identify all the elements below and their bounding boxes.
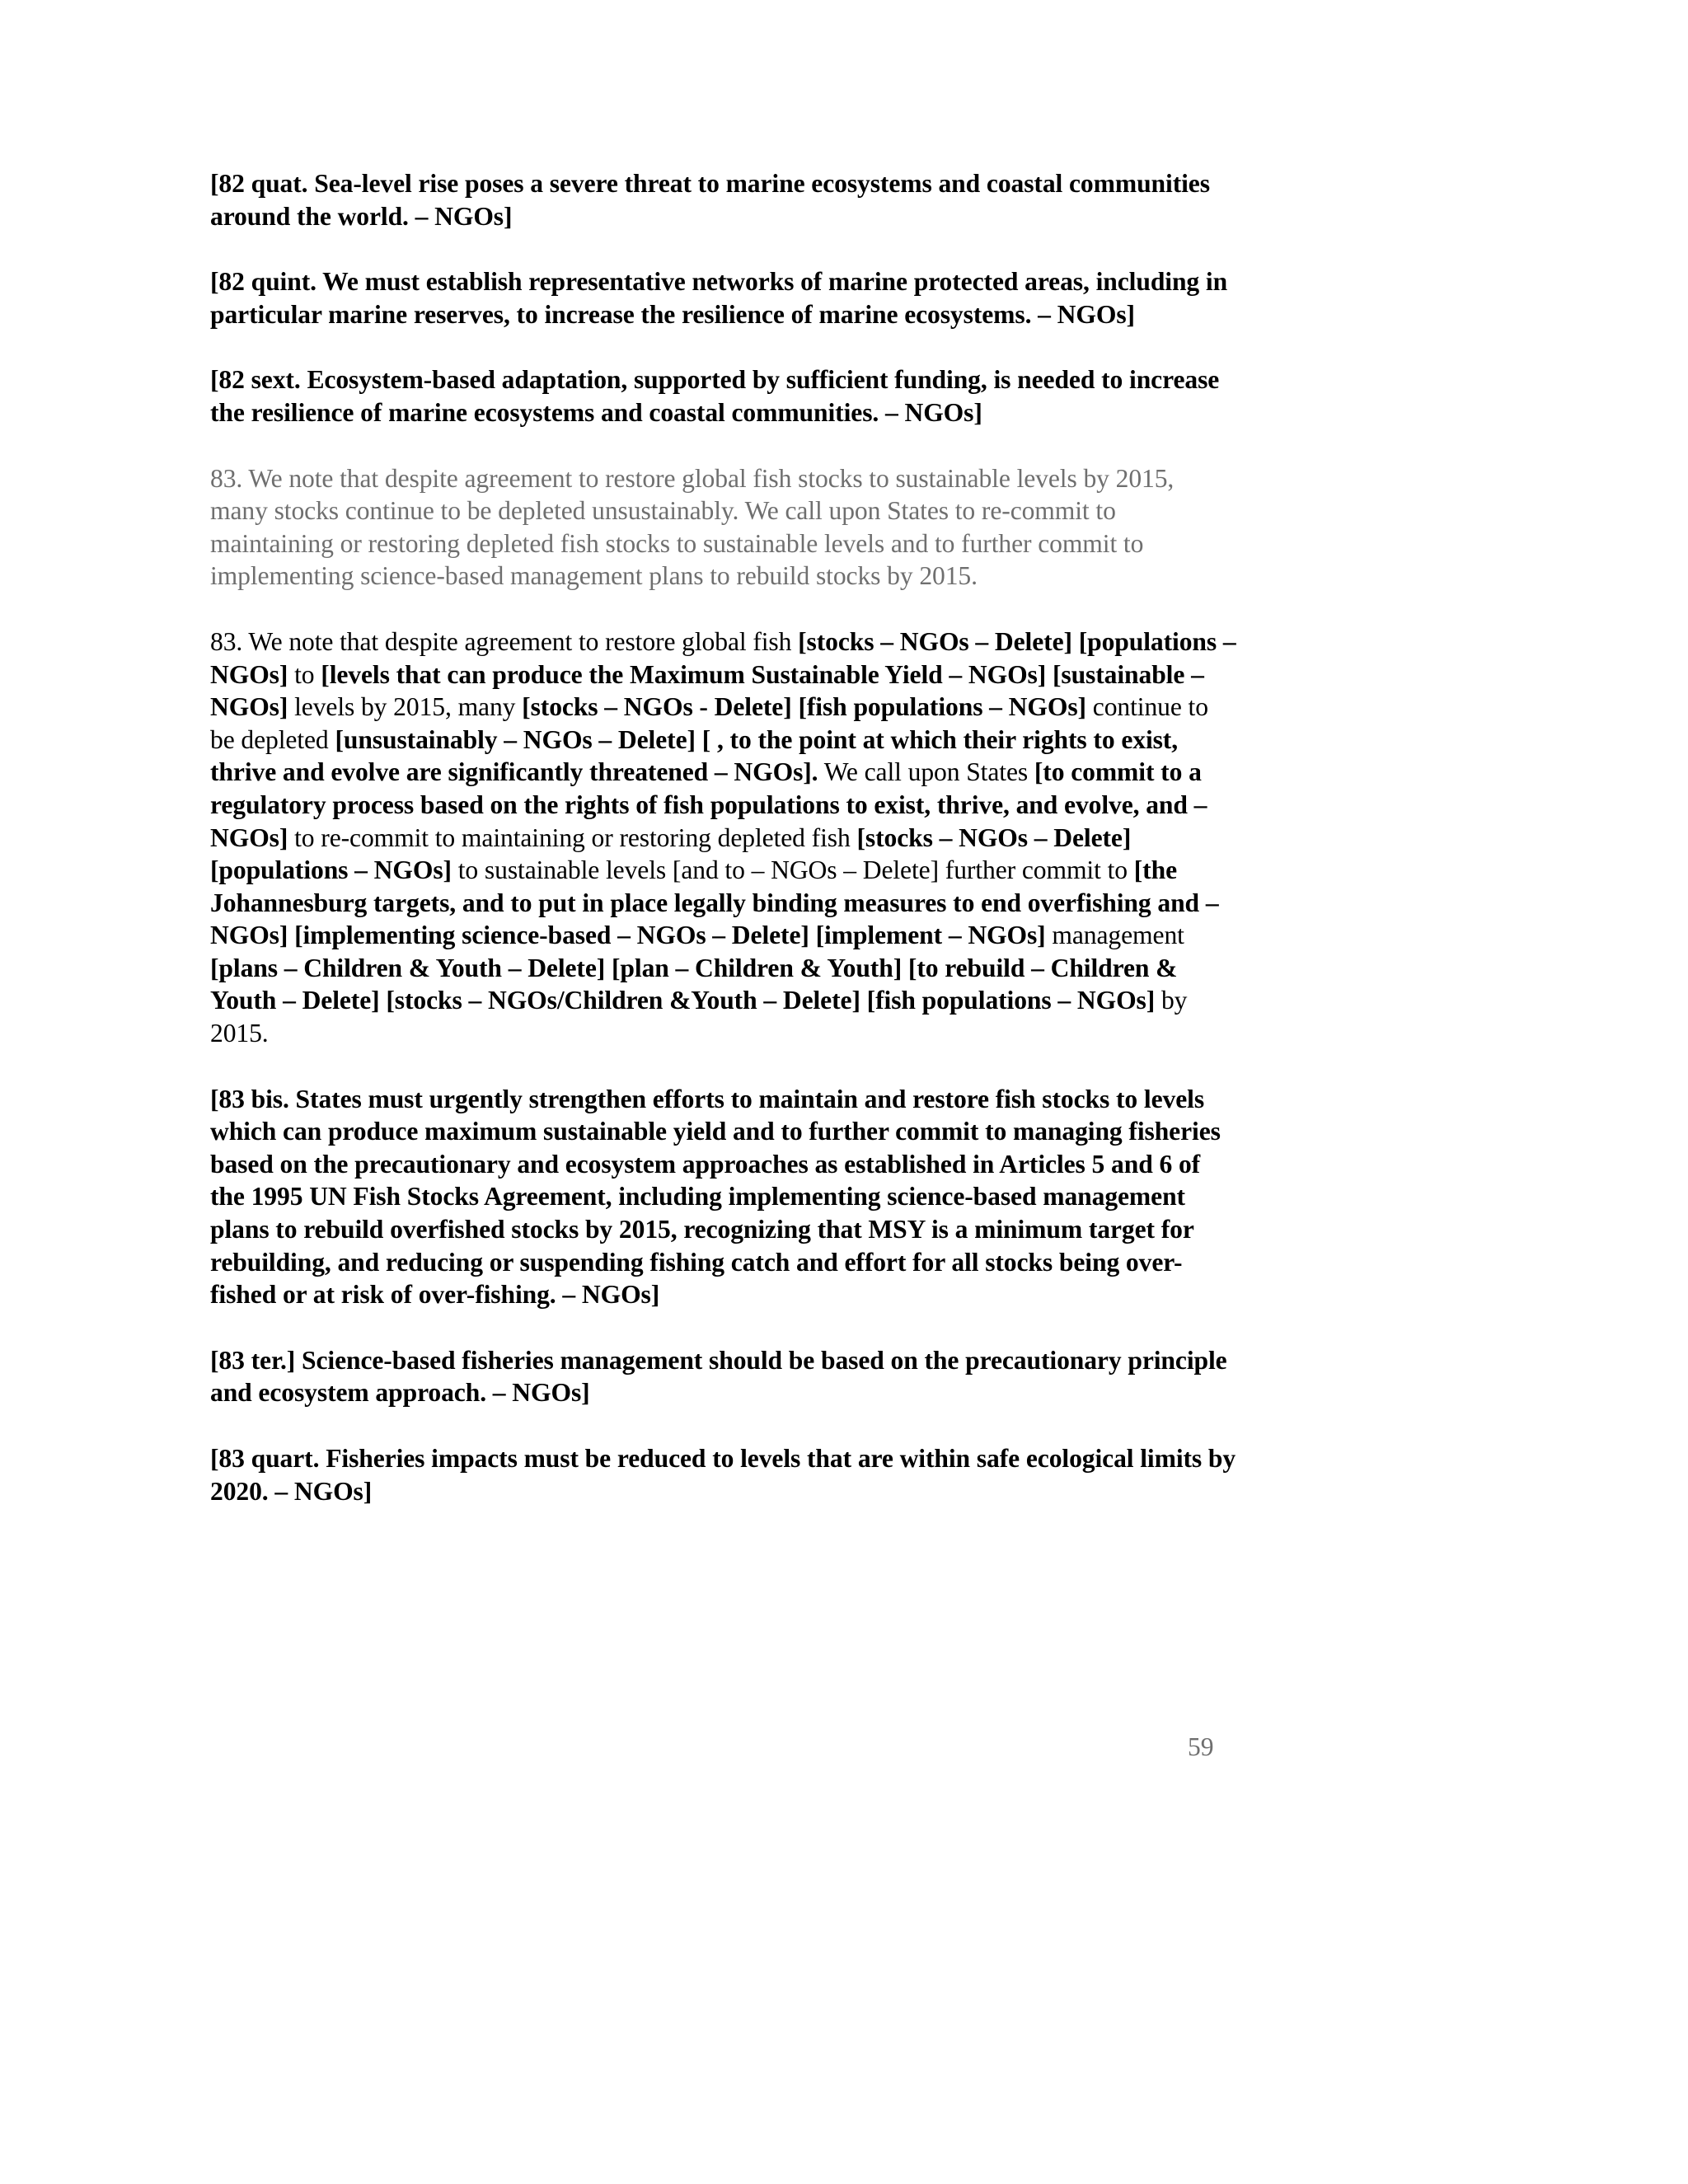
amended-segment-11: to re-commit to maintaining or restoring depleted fish [288, 823, 857, 852]
amended-segment-17: by 2015. [210, 986, 1188, 1048]
page-number: 59 [1188, 1732, 1214, 1761]
paragraph-83-quart [210, 1442, 1236, 1507]
amended-segment-8: [unsustainably – NGOs – Delete] [ , to the point at which their rights to exist, thrive and evolve are significantly threatened – NGOs]. [210, 724, 1179, 787]
paragraph-82-quint [210, 265, 1236, 330]
amended-segment-5: levels by 2015, many [288, 692, 523, 722]
paragraph-82-quat-text: [82 quat. Sea-level rise poses a severe threat to marine ecosystems and coastal communities around the world. – NGOs] [210, 169, 1210, 231]
paragraph-83-ter-text: [83 ter.] Science-based fisheries management should be based on the precautionary principle and ecosystem approach. – NGOs] [210, 1345, 1227, 1408]
amended-segment-9: We call upon States [818, 757, 1034, 787]
amended-segment-16: [plans – Children & Youth – Delete] [plan – Children & Youth] [to rebuild – Children & Youth – Delete] [stocks – NGOs/Children &Youth – Delete] [fish populations – NGOs] [210, 953, 1178, 1015]
paragraph-82-sext-text: [82 sext. Ecosystem-based adaptation, supported by sufficient funding, is needed to increase the resilience of marine ecosystems and coastal communities. – NGOs] [210, 365, 1220, 427]
paragraph-83-amended [210, 626, 1236, 1050]
paragraph-83-original-text: 83. We note that despite agreement to restore global fish stocks to sustainable levels by 2015, many stocks continue to be depleted unsustainably. We call upon States to re-commit to maintaining or restoring depleted fish stocks to sustainable levels and to further commit to implementing science-based management plans to rebuild stocks by 2015. [210, 463, 1175, 591]
paragraph-82-sext [210, 363, 1236, 429]
paragraph-83-bis [210, 1083, 1236, 1311]
paragraph-83-bis-text: [83 bis. States must urgently strengthen efforts to maintain and restore fish stocks to levels which can produce maximum sustainable yield and to further commit to managing fisheries based on the precautionary and ecosystem approaches as established in Articles 5 and 6 of the 1995 UN Fish Stocks Agreement, including implementing science-based management plans to rebuild overfished stocks by 2015, recognizing that MSY is a minimum target for rebuilding, and reducing or suspending fishing catch and effort for all stocks being over-fished or at risk of over-fishing. – NGOs] [210, 1084, 1221, 1310]
amended-segment-10: [to commit to a regulatory process based on the rights of fish populations to exist, thrive, and evolve, and – NGOs] [210, 757, 1207, 852]
paragraph-83-original [210, 462, 1236, 593]
amended-segment-1: 83. We note that despite agreement to restore global fish [210, 626, 799, 656]
paragraph-82-quint-text: [82 quint. We must establish representative networks of marine protected areas, including in particular marine reserves, to increase the resilience of marine ecosystems. – NGOs] [210, 267, 1228, 329]
amended-segment-3: to [288, 659, 321, 689]
amended-segment-2: [stocks – NGOs – Delete] [populations – NGOs] [210, 626, 1236, 689]
amended-segment-6: [stocks – NGOs - Delete] [fish populations – NGOs] [522, 692, 1086, 722]
amended-segment-13: to sustainable levels [and to – NGOs – Delete] further commit to [451, 855, 1134, 885]
amended-segment-15: management [1045, 921, 1184, 950]
page-body [210, 167, 1236, 1540]
amended-segment-7: continue to be depleted [210, 692, 1208, 754]
paragraph-83-quart-text: [83 quart. Fisheries impacts must be reduced to levels that are within safe ecological limits by 2020. – NGOs] [210, 1444, 1236, 1506]
paragraph-83-ter [210, 1344, 1236, 1409]
paragraph-82-quat [210, 167, 1236, 232]
amended-segment-4: [levels that can produce the Maximum Sustainable Yield – NGOs] [sustainable – NGOs] [210, 659, 1204, 722]
amended-segment-12: [stocks – NGOs – Delete] [populations – NGOs] [210, 823, 1132, 885]
amended-segment-14: [the Johannesburg targets, and to put in place legally binding measures to end overfishing and – NGOs] [implementing science-based – NGOs – Delete] [implement – NGOs] [210, 855, 1219, 950]
